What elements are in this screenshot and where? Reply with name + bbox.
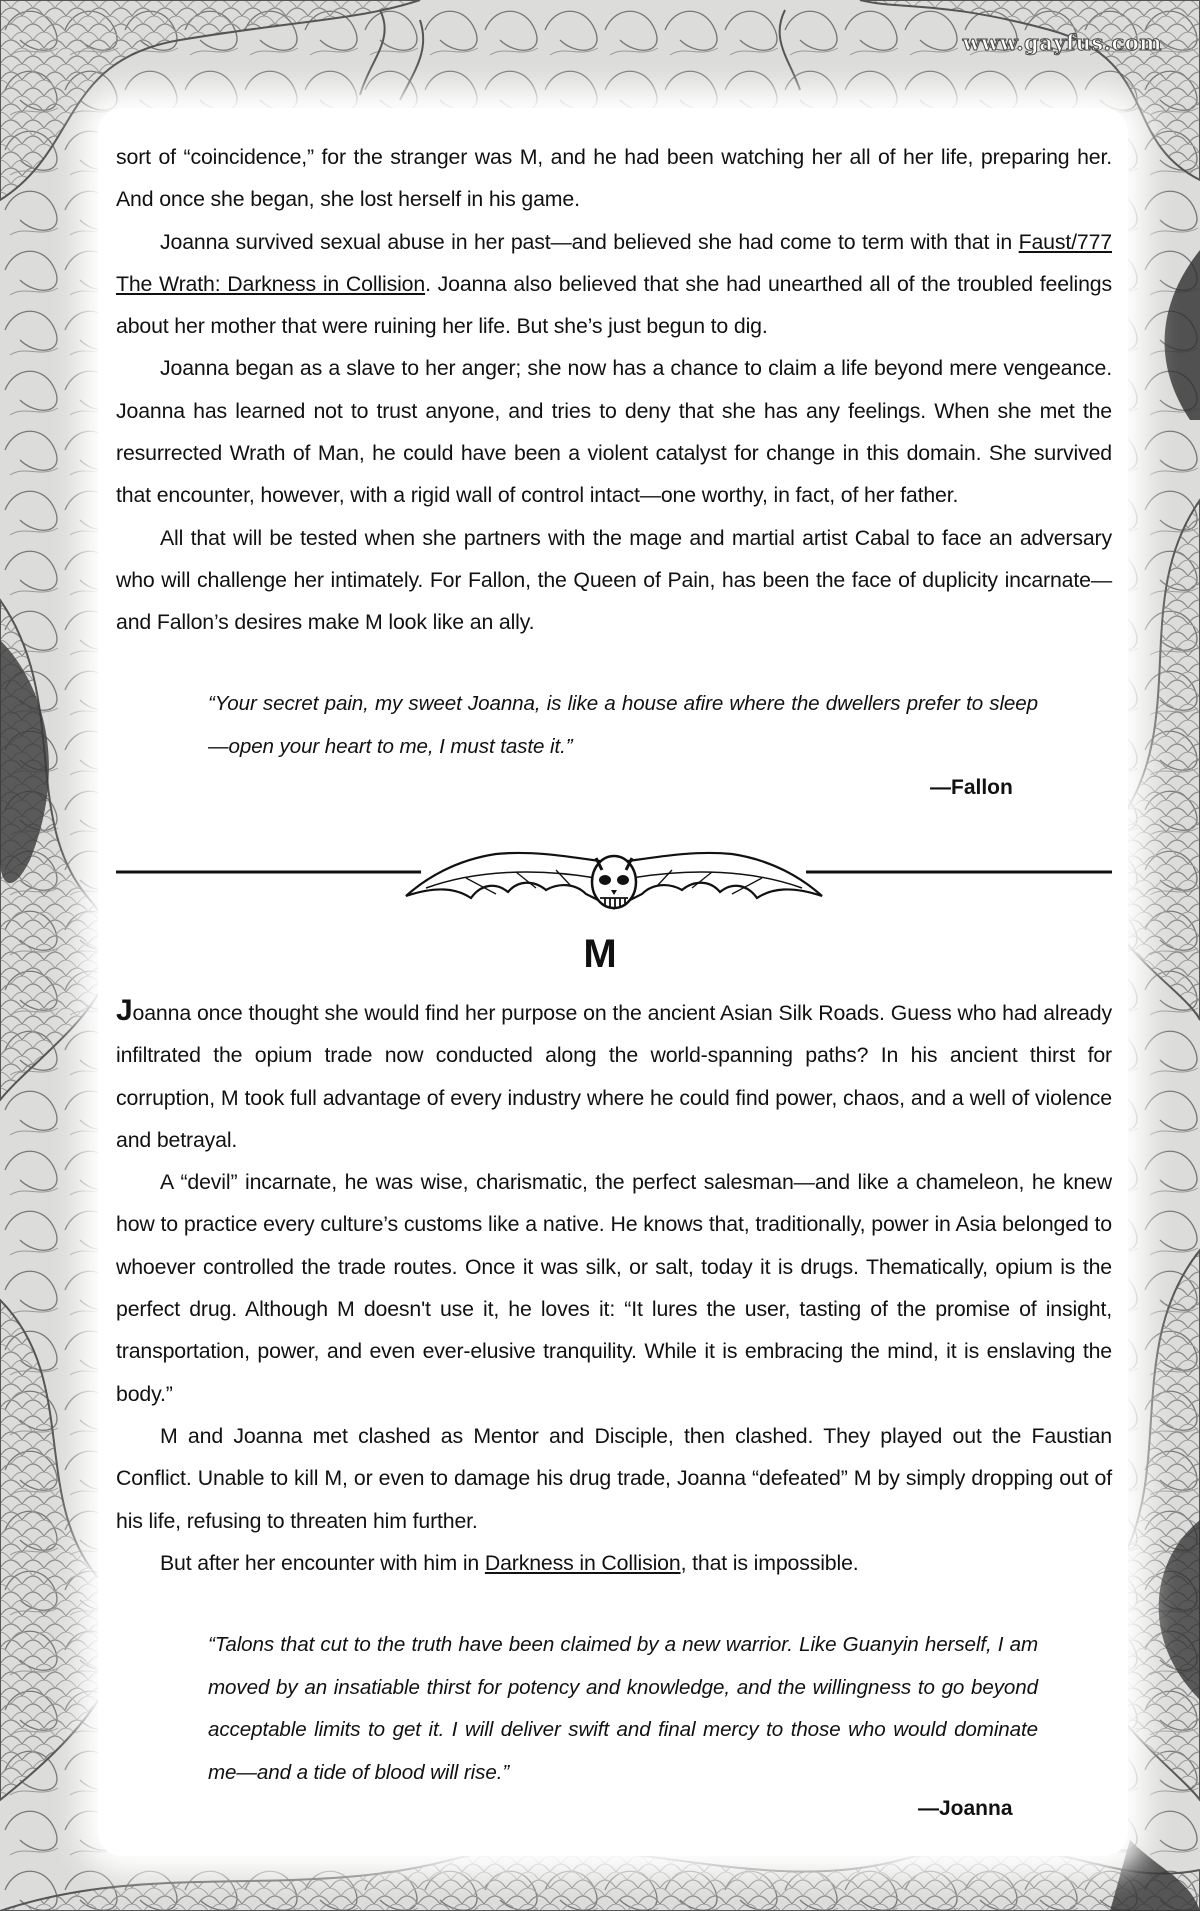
paragraph	[116, 221, 1112, 348]
quote-attribution: —Joanna	[918, 1797, 1013, 1820]
text-run: A “devil” incarnate, he was wise, charismatic, the perfect salesman—and like a chameleon, he knew how to practice every culture’s customs like a native. He knows that, traditionally, power in Asia belonged to whoever controlled the trade routes. Once it was silk, or salt, today it is drugs. Thematically, opium is the perfect drug. Although M doesn't use it, he loves it: “It lures the user, tasting of the promise of insight, transportation, power, and even ever-elusive tranquility. While it is embracing the mind, it is enslaving the body.”	[116, 1170, 1112, 1406]
paragraph	[116, 136, 1112, 221]
joanna-quote: “Talons that cut to the truth have been claimed by a new warrior. Like Guanyin herself, I am moved by an insatiable thirst for potency and knowledge, and the willingness to go beyond acceptable limits to get it. I will deliver swift and final mercy to those who would dominate me—and a tide of blood will rise.”	[208, 1633, 1038, 1784]
section-m	[116, 990, 1112, 1584]
paragraph	[116, 1542, 1112, 1584]
text-run: Joanna began as a slave to her anger; she now has a chance to claim a life beyond mere vengeance. Joanna has learned not to trust anyone, and tries to deny that she has any feelings. When she met the resurrected Wrath of Man, he could have been a violent catalyst for change in this domain. She survived that encounter, however, with a rigid wall of control intact—one worthy, in fact, of her father.	[116, 356, 1112, 508]
text-run: M and Joanna met clashed as Mentor and Disciple, then clashed. They played out the Faustian Conflict. Unable to kill M, or even to damage his drug trade, Joanna “defeated” M by simply dropping out of his life, refusing to threaten him further.	[116, 1423, 1112, 1533]
fallon-quote: “Your secret pain, my sweet Joanna, is like a house afire where the dwellers prefer to sleep—open your heart to me, I must taste it.”	[208, 692, 1038, 758]
text-run: sort of “coincidence,” for the stranger was M, and he had been watching her all of her life, preparing her. And once she began, she lost herself in his game.	[116, 145, 1112, 212]
paragraph	[116, 517, 1112, 644]
text-run: All that will be tested when she partners with the mage and martial artist Cabal to face an adversary who will challenge her intimately. For Fallon, the Queen of Pain, has been the face of duplicity incarnate—and Fallon’s desires make M look like an ally.	[116, 525, 1112, 635]
paragraph	[116, 990, 1112, 1161]
watermark: www.gayfus.com	[962, 30, 1162, 55]
section-joanna	[116, 136, 1112, 644]
text-run: But after her encounter with him in	[160, 1550, 485, 1575]
text-run: . Joanna also believed that she had unearthed all of the troubled feelings about her mother that were ruining her life. But she’s just begun to dig.	[116, 271, 1112, 339]
paragraph	[116, 347, 1112, 516]
text-run: , that is impossible.	[680, 1550, 859, 1575]
paragraph	[116, 1415, 1112, 1542]
bat-wing-skull-icon	[116, 848, 1112, 938]
paragraph	[116, 1161, 1112, 1415]
title-reference: Faust/777 The Wrath: Darkness in Collision	[116, 229, 1112, 296]
text-run: Joanna once thought she would find her purpose on the ancient Asian Silk Roads. Guess who had already infiltrated the opium trade now conducted along the world-spanning paths? In his ancient thirst for corruption, M took full advantage of every industry where he could find power, chaos, and a well of violence and betrayal.	[116, 994, 1112, 1152]
title-reference: Darkness in Collision	[484, 1550, 681, 1575]
section-title: M	[583, 932, 617, 976]
text-run: Joanna survived sexual abuse in her past—and believed she had come to term with that in	[160, 229, 1019, 254]
quote-attribution: —Fallon	[930, 776, 1013, 799]
